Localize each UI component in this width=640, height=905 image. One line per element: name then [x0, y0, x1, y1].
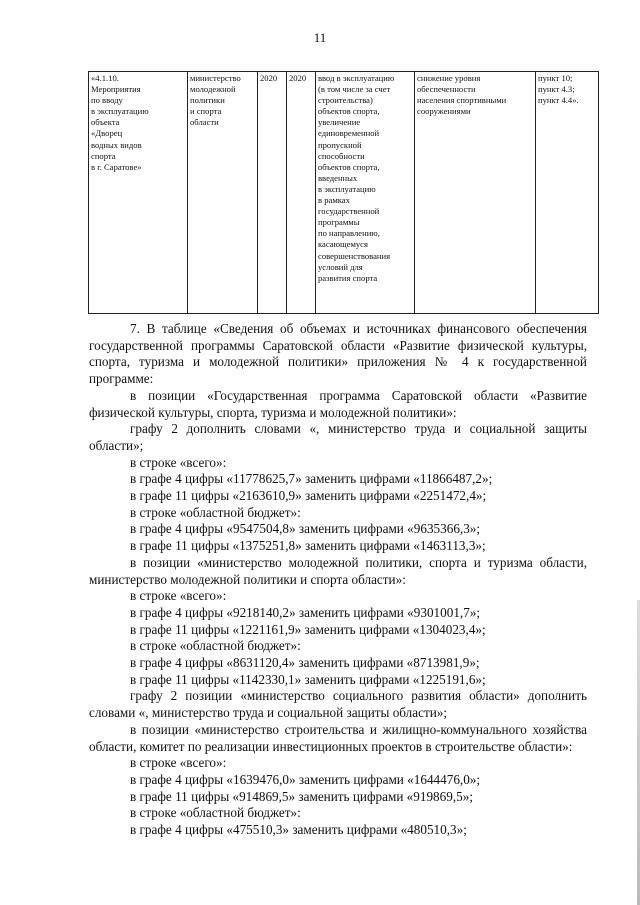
paragraph: в графе 4 цифры «475510,3» заменить цифрами «480510,3»;: [130, 822, 467, 838]
paragraph: в графе 4 цифры «1639476,0» заменить цифрами «1644476,0»;: [130, 771, 481, 787]
page-number: 11: [313, 30, 327, 45]
measures-table: [88, 71, 599, 314]
paragraph: в строке «всего»:: [130, 588, 227, 604]
paragraph: в графе 4 цифры «9218140,2» заменить цифрами «9301001,7»;: [130, 604, 481, 620]
indicator-link-cell: пункт 10; пункт 4.3; пункт 4.4».: [536, 72, 599, 314]
paragraph: в графе 11 цифры «1375251,8» заменить цифрами «1463113,3»;: [130, 538, 486, 554]
paragraph: графу 2 дополнить словами «, министерство труда и социальной защиты области»;: [89, 421, 587, 453]
paragraph: в графе 4 цифры «9547504,8» заменить цифрами «9635366,3»;: [130, 521, 481, 537]
amendment-text: [89, 321, 587, 839]
executor-cell: министерство молодежной политики и спорта области: [188, 72, 258, 314]
paragraph: в позиции «министерство строительства и жилищно-коммунального хозяйства области, комитет по реализации инвестиционных проектов в строительстве области»:: [89, 721, 587, 754]
paragraph: в графе 4 цифры «11778625,7» заменить цифрами «11866487,2»;: [130, 471, 493, 487]
paragraph: в графе 11 цифры «1142330,1» заменить цифрами «1225191,6»;: [130, 671, 486, 687]
paragraph: в графе 11 цифры «2163610,9» заменить цифрами «2251472,4»;: [130, 488, 487, 504]
paragraph: в графе 4 цифры «8631120,4» заменить цифрами «8713981,9»;: [130, 655, 480, 671]
paragraph: 7. В таблице «Сведения об объемах и источниках финансового обеспечения государственной программы Саратовской области «Развитие физической культуры, спорта, туризма и молодежной политики» приложения № 4 к государственной программе:: [89, 321, 587, 387]
consequences-cell: снижение уровня обеспеченности населения спортивными сооружениями: [415, 72, 536, 314]
expected-result-cell: ввод в эксплуатацию (в том числе за счет строительства) объектов спорта, увеличение единовременной пропускной способности объектов спорта, введенных в эксплуатацию в рамках государственной программы по направлению, касающемуся совершенствования условий для развития спорта: [316, 72, 415, 314]
paragraph: в позиции «Государственная программа Саратовской области «Развитие физической культуры, спорта, туризма и молодежной политики»:: [89, 387, 587, 420]
paragraph: в строке «областной бюджет»:: [130, 504, 301, 520]
end-year-cell: 2020: [287, 72, 316, 314]
paragraph: в позиции «министерство молодежной политики, спорта и туризма области, министерство молодежной политики и спорта области»:: [89, 554, 587, 587]
start-year-cell: 2020: [258, 72, 287, 314]
paragraph: в графе 11 цифры «1221161,9» заменить цифрами «1304023,4»;: [130, 621, 486, 637]
paragraph: в строке «областной бюджет»:: [130, 805, 301, 821]
paragraph: в графе 11 цифры «914869,5» заменить цифрами «919869,5»;: [130, 788, 473, 804]
paragraph: в строке «всего»:: [130, 454, 227, 470]
paragraph: в строке «всего»:: [130, 755, 227, 771]
paragraph: в строке «областной бюджет»:: [130, 638, 301, 654]
table-row: [89, 72, 599, 314]
paragraph: графу 2 позиции «министерство социального развития области» дополнить словами «, министерство труда и социальной защиты области»;: [89, 688, 587, 721]
measure-name-cell: «4.1.10. Мероприятия по вводу в эксплуатацию объекта «Дворец водных видов спорта в г. Саратове»: [89, 72, 188, 314]
